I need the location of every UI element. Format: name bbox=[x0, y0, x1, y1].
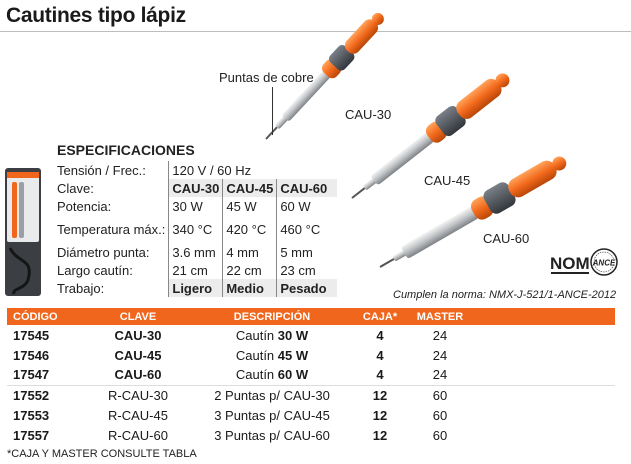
page-title: Cautines tipo lápiz bbox=[6, 4, 186, 27]
product-package-image bbox=[4, 168, 42, 296]
cell-caja: 4 bbox=[353, 365, 407, 385]
spec-value: 340 °C bbox=[169, 215, 223, 243]
cell-caja: 4 bbox=[376, 347, 384, 363]
ance-text: ANCE bbox=[592, 258, 616, 268]
spec-row-voltage bbox=[57, 161, 337, 179]
model-label-cau-60: CAU-60 bbox=[483, 231, 530, 246]
spec-value: 3.6 mm bbox=[169, 243, 223, 261]
spec-value: 21 cm bbox=[169, 261, 223, 279]
spec-value: 120 V / 60 Hz bbox=[169, 161, 337, 179]
cell-master: 24 bbox=[407, 365, 473, 385]
spec-label: Largo cautín: bbox=[57, 262, 133, 278]
cell-codigo: 17552 bbox=[13, 387, 50, 403]
spec-row-diametro bbox=[57, 243, 337, 261]
spec-value: 45 W bbox=[223, 197, 277, 215]
cell-master: 60 bbox=[432, 427, 448, 443]
spec-value: 5 mm bbox=[277, 243, 337, 261]
col-header-descripcion: DESCRIPCIÓN bbox=[191, 308, 353, 325]
cell-clave: CAU-60 bbox=[85, 365, 191, 385]
spec-value: Medio bbox=[223, 279, 277, 297]
cell-codigo: 17557 bbox=[13, 427, 50, 443]
spec-label: Diámetro punta: bbox=[57, 244, 150, 260]
spec-value: 60 W bbox=[277, 197, 337, 215]
cell-clave: CAU-30 bbox=[114, 327, 162, 343]
col-header-spacer bbox=[473, 308, 615, 325]
spec-value: 420 °C bbox=[223, 215, 277, 243]
cell-descripcion: 2 Puntas p/ CAU-30 bbox=[214, 387, 330, 403]
cell-descripcion: Cautín 60 W bbox=[191, 365, 353, 385]
cell-codigo: 17545 bbox=[13, 327, 50, 343]
cell-master: 60 bbox=[432, 407, 448, 423]
spec-value: Pesado bbox=[277, 279, 337, 297]
cell-descripcion: Cautín 30 W bbox=[235, 327, 309, 343]
spec-value: 23 cm bbox=[277, 261, 337, 279]
spec-value: 22 cm bbox=[223, 261, 277, 279]
callout-leader-line bbox=[272, 87, 273, 135]
spec-value: 4 mm bbox=[223, 243, 277, 261]
spec-row-clave bbox=[57, 179, 337, 197]
spec-label: Clave: bbox=[57, 180, 94, 196]
cell-clave: R-CAU-45 bbox=[108, 407, 168, 423]
spec-value: 30 W bbox=[169, 197, 223, 215]
cell-clave: R-CAU-60 bbox=[108, 427, 168, 443]
spec-value: CAU-60 bbox=[277, 179, 337, 197]
table-row bbox=[7, 405, 615, 425]
spec-row-potencia bbox=[57, 197, 337, 215]
cell-descripcion: Cautín 45 W bbox=[235, 347, 309, 363]
spec-row-temperatura bbox=[57, 215, 337, 243]
specs-heading: ESPECIFICACIONES bbox=[57, 142, 195, 158]
cell-caja: 12 bbox=[372, 407, 388, 423]
spec-value: CAU-45 bbox=[223, 179, 277, 197]
cell-codigo: 17547 bbox=[7, 365, 85, 385]
spec-label: Temperatura máx.: bbox=[57, 221, 166, 237]
cell-master: 24 bbox=[432, 347, 448, 363]
spec-label: Trabajo: bbox=[57, 280, 105, 296]
col-header-caja: CAJA* bbox=[353, 308, 407, 325]
callout-copper-tips: Puntas de cobre bbox=[219, 70, 314, 85]
cell-master: 60 bbox=[432, 387, 448, 403]
footnote: *CAJA Y MASTER CONSULTE TABLA bbox=[7, 448, 197, 460]
cell-codigo: 17553 bbox=[13, 407, 50, 423]
cell-descripcion: 3 Puntas p/ CAU-45 bbox=[214, 407, 330, 423]
spec-value: 460 °C bbox=[277, 215, 337, 243]
iron-cau-60 bbox=[374, 149, 572, 279]
col-header-clave: CLAVE bbox=[85, 308, 191, 325]
nom-text: NOM bbox=[550, 254, 590, 273]
product-table bbox=[7, 308, 615, 445]
model-label-cau-45: CAU-45 bbox=[424, 173, 471, 188]
cell-clave: R-CAU-30 bbox=[108, 387, 168, 403]
table-row bbox=[7, 325, 615, 345]
nom-ance-certification-logo bbox=[549, 247, 619, 277]
cell-descripcion: 3 Puntas p/ CAU-60 bbox=[214, 427, 330, 443]
spec-label: Potencia: bbox=[57, 198, 112, 214]
table-row bbox=[7, 365, 615, 385]
cell-codigo: 17546 bbox=[13, 347, 50, 363]
spec-value: CAU-30 bbox=[169, 179, 223, 197]
cell-master: 24 bbox=[432, 327, 448, 343]
cell-caja: 4 bbox=[376, 327, 384, 343]
specs-table bbox=[57, 161, 337, 297]
spec-label: Tensión / Frec.: bbox=[57, 162, 146, 178]
table-row bbox=[7, 345, 615, 365]
spec-row-largo bbox=[57, 261, 337, 279]
spec-value: Ligero bbox=[169, 279, 223, 297]
table-row bbox=[7, 385, 615, 405]
spec-row-trabajo bbox=[57, 279, 337, 297]
table-row bbox=[7, 425, 615, 445]
cell-clave: CAU-45 bbox=[114, 347, 162, 363]
model-label-cau-30: CAU-30 bbox=[345, 107, 392, 122]
cell-caja: 12 bbox=[372, 427, 388, 443]
col-header-codigo: CÓDIGO bbox=[7, 308, 85, 325]
norm-compliance-text: Cumplen la norma: NMX-J-521/1-ANCE-2012 bbox=[393, 289, 617, 301]
col-header-master: MASTER bbox=[407, 308, 473, 325]
cell-caja: 12 bbox=[372, 387, 388, 403]
table-header-row bbox=[7, 308, 615, 325]
